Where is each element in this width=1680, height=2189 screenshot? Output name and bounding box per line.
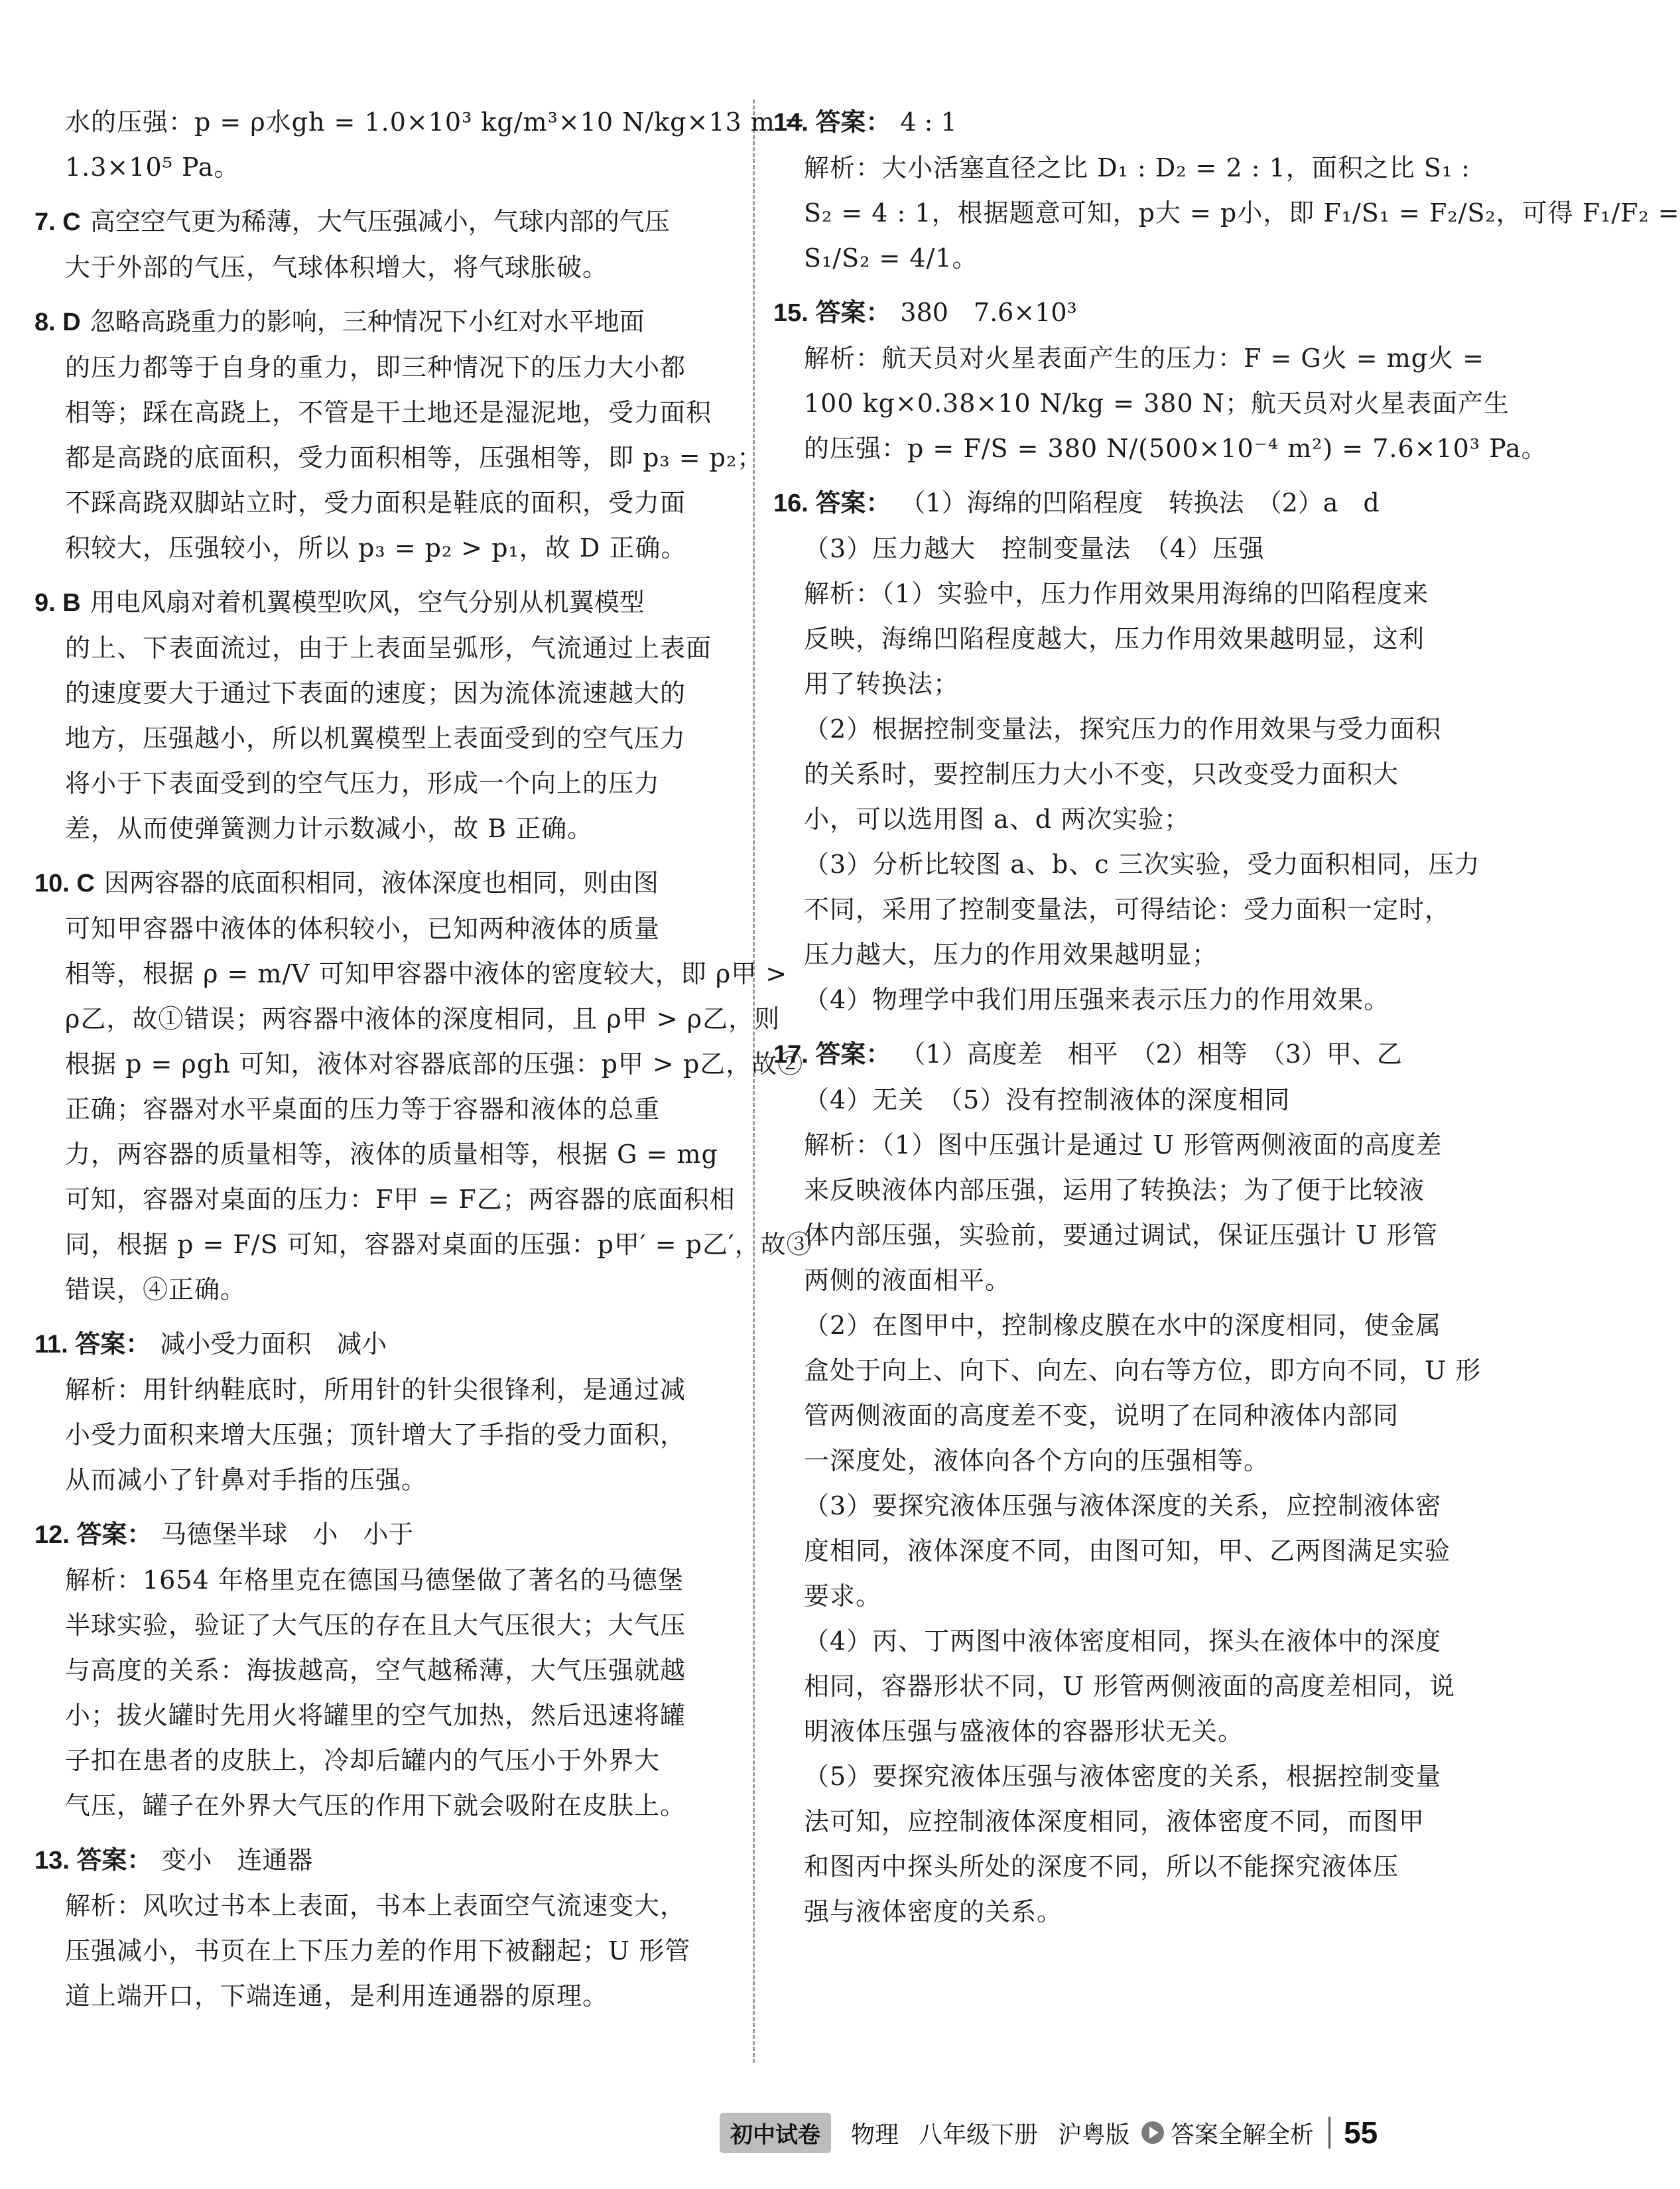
text-line (773, 1167, 1443, 1213)
text-line (34, 906, 704, 951)
text-line (773, 616, 1443, 661)
text-line (34, 671, 704, 716)
text-line (34, 1928, 704, 1973)
text-line (773, 1438, 1443, 1483)
left-column (34, 100, 812, 2019)
line-text: 度相同，液体深度不同，由图可知，甲、乙两图满足实验 (804, 1536, 1451, 1565)
text-line (773, 1122, 1443, 1167)
line-text: 不同，采用了控制变量法，可得结论：受力面积一定时， (804, 895, 1451, 924)
text-line (773, 1844, 1443, 1889)
item-number: 9. B (34, 589, 81, 617)
line-text: 明液体压强与盛液体的容器形状无关。 (804, 1717, 1244, 1746)
text-line (773, 1303, 1443, 1348)
text-line (34, 435, 763, 480)
text-line (773, 1889, 1443, 1934)
text-line (34, 199, 704, 245)
text-line (773, 571, 1443, 616)
line-text: 半球实验，验证了大气压的存在且大气压很大；大气压 (65, 1611, 686, 1640)
line-text: 解析：航天员对火星表面产生的压力：F = G火 = mg火 = (804, 344, 1484, 373)
line-text: 可知甲容器中液体的体积较小，已知两种液体的质量 (65, 914, 661, 943)
text-line (34, 525, 704, 570)
footer-edition: 沪粤版 (1058, 2120, 1130, 2148)
footer-tag: 初中试卷 (720, 2113, 831, 2153)
text-line (34, 806, 704, 851)
text-line (773, 842, 1480, 887)
line-text: 用了转换法； (804, 669, 960, 698)
line-text: 压力越大，压力的作用效果越明显； (804, 940, 1218, 969)
text-line (34, 1041, 804, 1087)
line-text: 将小于下表面受到的空气压力，形成一个向上的压力 (65, 769, 661, 798)
text-line (34, 1457, 704, 1502)
line-text: 解析：用针纳鞋底时，所用针的针尖很锋利，是通过减 (65, 1375, 686, 1404)
line-text: 减小受力面积 减小 (160, 1329, 387, 1359)
text-line (34, 1883, 704, 1928)
text-line (773, 1031, 1443, 1077)
text-line (34, 1738, 704, 1783)
text-line (773, 1213, 1443, 1258)
text-line (773, 661, 1443, 706)
text-line (34, 145, 704, 190)
text-line (34, 1603, 704, 1648)
page-number: 55 (1344, 2115, 1378, 2150)
line-text: 地方，压强越小，所以机翼模型上表面受到的空气压力 (65, 724, 686, 753)
line-text: 小，可以选用图 a、d 两次实验； (804, 805, 1191, 834)
line-text: 1.3×10⁵ Pa。 (65, 153, 240, 182)
line-text: 管两侧液面的高度差不变，说明了在同种液体内部同 (804, 1401, 1399, 1430)
line-text: 从而减小了针鼻对手指的压强。 (65, 1465, 428, 1494)
text-line (34, 761, 704, 806)
text-line (773, 1754, 1443, 1799)
item-number: 8. D (34, 308, 81, 336)
line-text: 因两容器的底面积相同，液体深度也相同，则由图 (103, 868, 659, 897)
text-line (34, 1267, 704, 1312)
line-text: （5）要探究液体压强与液体密度的关系，根据控制变量 (804, 1762, 1442, 1791)
text-line (773, 100, 1443, 145)
line-text: 错误，④正确。 (65, 1275, 247, 1304)
text-line (34, 1558, 704, 1603)
line-text: 不踩高跷双脚站立时，受力面积是鞋底的面积，受力面 (65, 488, 686, 517)
line-text: 解析：1654 年格里克在德国马德堡做了著名的马德堡 (65, 1565, 684, 1595)
line-text: 相等，根据 ρ = m/V 可知甲容器中液体的密度较大，即 ρ甲 > (65, 959, 788, 988)
text-line (773, 1664, 1456, 1709)
text-line (773, 190, 1680, 235)
line-text: 道上端开口，下端连通，是利用连通器的原理。 (65, 1981, 609, 2011)
line-text: 都是高跷的底面积，受力面积相等，压强相等，即 p₃ = p₂； (65, 443, 763, 472)
line-text: 相同，容器形状不同，U 形管两侧液面的高度差相同，说 (804, 1672, 1456, 1701)
line-text: 积较大，压强较小，所以 p₃ = p₂ > p₁，故 D 正确。 (65, 533, 687, 563)
line-text: （2）在图甲中，控制橡皮膜在水中的深度相同，使金属 (804, 1311, 1442, 1340)
text-line (773, 977, 1443, 1022)
line-text: 两侧的液面相平。 (804, 1266, 1011, 1295)
text-line (34, 996, 781, 1041)
line-text: 气压，罐子在外界大气压的作用下就会吸附在皮肤上。 (65, 1791, 686, 1820)
text-line (773, 706, 1443, 752)
text-line (773, 752, 1443, 797)
text-line (34, 480, 704, 525)
line-text: 一深度处，液体向各个方向的压强相等。 (804, 1446, 1270, 1475)
item-number: 13. 答案： (34, 1847, 153, 1875)
item-number: 14. 答案： (773, 109, 891, 137)
line-text: 4 : 1 (900, 107, 957, 137)
item-number: 10. C (34, 870, 95, 897)
line-text: 要求。 (804, 1581, 882, 1611)
line-text: 小；拔火罐时先用火将罐里的空气加热，然后迅速将罐 (65, 1701, 686, 1730)
text-line (34, 1512, 704, 1558)
line-text: （3）要探究液体压强与液体深度的关系，应控制液体密 (804, 1491, 1442, 1520)
line-text: 小受力面积来增大压强；顶针增大了手指的受力面积， (65, 1420, 686, 1449)
text-line (773, 1573, 1443, 1619)
text-line (34, 1321, 704, 1367)
text-line (34, 1177, 736, 1222)
line-text: 压强减小，书页在上下压力差的作用下被翻起；U 形管 (65, 1936, 691, 1965)
line-text: S₁/S₂ = 4/1。 (804, 243, 978, 273)
footer-grade: 八年级下册 (919, 2120, 1039, 2148)
line-text: 正确；容器对水平桌面的压力等于容器和液体的总重 (65, 1094, 661, 1124)
line-text: 大于外部的气压，气球体积增大，将气球胀破。 (65, 253, 609, 282)
line-text: ρ乙，故①错误；两容器中液体的深度相同，且 ρ甲 > ρ乙，则 (65, 1004, 781, 1033)
line-text: （4）丙、丁两图中液体密度相同，探头在液体中的深度 (804, 1626, 1442, 1656)
line-text: 忽略高跷重力的影响，三种情况下小红对水平地面 (90, 307, 645, 336)
footer-subject: 物理 (851, 2120, 899, 2148)
line-text: （3）分析比较图 a、b、c 三次实验，受力面积相同，压力 (804, 850, 1480, 879)
page-footer (720, 2106, 1449, 2159)
text-line (34, 1693, 704, 1738)
text-line (34, 580, 704, 626)
text-line (773, 1528, 1451, 1573)
line-text: （3）压力越大 控制变量法 （4）压强 (804, 534, 1265, 563)
line-text: 的速度要大于通过下表面的速度；因为流体流速越大的 (65, 679, 686, 708)
text-line (34, 245, 704, 290)
text-line (34, 1783, 704, 1828)
text-line (773, 145, 1470, 190)
text-line (34, 1412, 704, 1457)
line-text: 解析：（1）实验中，压力作用效果用海绵的凹陷程度来 (804, 579, 1429, 608)
line-text: 高空空气更为稀薄，大气压强减小，气球内部的气压 (90, 207, 670, 236)
text-line (773, 1393, 1443, 1438)
text-line (773, 1258, 1443, 1303)
item-number: 7. C (34, 208, 81, 236)
text-line (773, 235, 1443, 281)
text-line (34, 626, 712, 671)
text-line (773, 1077, 1443, 1122)
column-divider (753, 100, 755, 2063)
text-line (773, 290, 1443, 336)
text-line (34, 100, 806, 145)
line-text: 的关系时，要控制压力大小不变，只改变受力面积大 (804, 760, 1399, 789)
text-line (34, 1973, 704, 2019)
line-text: 380 7.6×10³ (900, 298, 1077, 327)
line-text: 的压力都等于自身的重力，即三种情况下的压力大小都 (65, 353, 686, 382)
text-line (34, 716, 704, 761)
line-text: 100 kg×0.38×10 N/kg = 380 N；航天员对火星表面产生 (804, 389, 1510, 418)
text-line (773, 381, 1510, 426)
text-line (773, 887, 1451, 932)
line-text: 水的压强：p = ρ水gh = 1.0×10³ kg/m³×10 N/kg×13 m = (65, 107, 806, 137)
right-column (773, 100, 1680, 1934)
line-text: 差，从而使弹簧测力计示数减小，故 B 正确。 (65, 814, 594, 843)
line-text: 可知，容器对桌面的压力：F甲 = F乙；两容器的底面积相 (65, 1185, 736, 1214)
item-number: 11. 答案： (34, 1331, 151, 1359)
text-line (34, 1222, 812, 1267)
line-text: 变小 连通器 (161, 1845, 313, 1875)
line-text: （2）根据控制变量法，探究压力的作用效果与受力面积 (804, 714, 1442, 744)
line-text: 力，两容器的质量相等，液体的质量相等，根据 G = mg (65, 1140, 718, 1169)
line-text: 盒处于向上、向下、向左、向右等方位，即方向不同，U 形 (804, 1356, 1482, 1385)
item-number: 17. 答案： (773, 1041, 891, 1069)
line-text: 体内部压强，实验前，要通过调试，保证压强计 U 形管 (804, 1221, 1439, 1250)
text-line (773, 1348, 1482, 1393)
line-text: 解析：（1）图中压强计是通过 U 形管两侧液面的高度差 (804, 1130, 1443, 1160)
text-line (34, 1648, 704, 1693)
text-line (773, 426, 1547, 471)
text-line (773, 932, 1443, 977)
line-text: 来反映液体内部压强，运用了转换法；为了便于比较液 (804, 1175, 1425, 1205)
text-line (773, 797, 1443, 842)
text-line (34, 951, 788, 996)
line-text: （1）海绵的凹陷程度 转换法 （2）a d (900, 488, 1380, 517)
line-text: 马德堡半球 小 小于 (161, 1520, 414, 1549)
item-number: 16. 答案： (773, 490, 891, 517)
text-line (773, 1709, 1443, 1754)
line-text: 与高度的关系：海拔越高，空气越稀薄，大气压强就越 (65, 1656, 686, 1685)
line-text: 根据 p = ρgh 可知，液体对容器底部的压强：p甲 > p乙，故② (65, 1049, 804, 1079)
line-text: （1）高度差 相平 （2）相等 （3）甲、乙 (900, 1039, 1402, 1069)
text-line (773, 336, 1484, 381)
item-number: 12. 答案： (34, 1521, 153, 1549)
text-line (773, 1483, 1443, 1528)
footer-separator (1328, 2117, 1330, 2149)
line-text: 法可知，应控制液体深度相同，液体密度不同，而图甲 (804, 1807, 1425, 1836)
text-line (773, 1619, 1443, 1664)
text-line (773, 480, 1443, 526)
line-text: 解析：风吹过书本上表面，书本上表面空气流速变大， (65, 1891, 686, 1920)
line-text: 反映，海绵凹陷程度越大，压力作用效果越明显，这利 (804, 624, 1425, 653)
text-line (34, 390, 712, 435)
line-text: 相等；踩在高跷上，不管是干土地还是湿泥地，受力面积 (65, 398, 712, 427)
line-text: 解析：大小活塞直径之比 D₁ : D₂ = 2 : 1，面积之比 S₁ : (804, 153, 1470, 182)
text-line (34, 860, 704, 906)
text-line (773, 526, 1443, 571)
line-text: 的压强：p = F/S = 380 N/(500×10⁻⁴ m²) = 7.6×10³ Pa。 (804, 434, 1547, 463)
text-line (773, 1799, 1443, 1844)
item-number: 15. 答案： (773, 299, 891, 327)
footer-label: 答案全解全析 (1171, 2120, 1315, 2148)
text-line (34, 1837, 704, 1883)
line-text: 的上、下表面流过，由于上表面呈弧形，气流通过上表面 (65, 633, 712, 663)
text-line (34, 1132, 718, 1177)
line-text: 子扣在患者的皮肤上，冷却后罐内的气压小于外界大 (65, 1746, 661, 1775)
line-text: S₂ = 4 : 1，根据题意可知，p大 = p小，即 F₁/S₁ = F₂/S₂，可得 F₁/F₂ = (804, 198, 1680, 228)
text-line (34, 1087, 704, 1132)
line-text: 用电风扇对着机翼模型吹风，空气分别从机翼模型 (90, 588, 645, 617)
text-line (34, 1367, 704, 1412)
line-text: 同，根据 p = F/S 可知，容器对桌面的压强：p甲′ = p乙′，故③ (65, 1230, 812, 1259)
line-text: （4）无关 （5）没有控制液体的深度相同 (804, 1085, 1291, 1114)
line-text: （4）物理学中我们用压强来表示压力的作用效果。 (804, 985, 1390, 1014)
line-text: 和图丙中探头所处的深度不同，所以不能探究液体压 (804, 1852, 1399, 1881)
text-line (34, 299, 704, 345)
play-icon (1141, 2121, 1164, 2144)
line-text: 强与液体密度的关系。 (804, 1897, 1063, 1926)
text-line (34, 345, 704, 390)
